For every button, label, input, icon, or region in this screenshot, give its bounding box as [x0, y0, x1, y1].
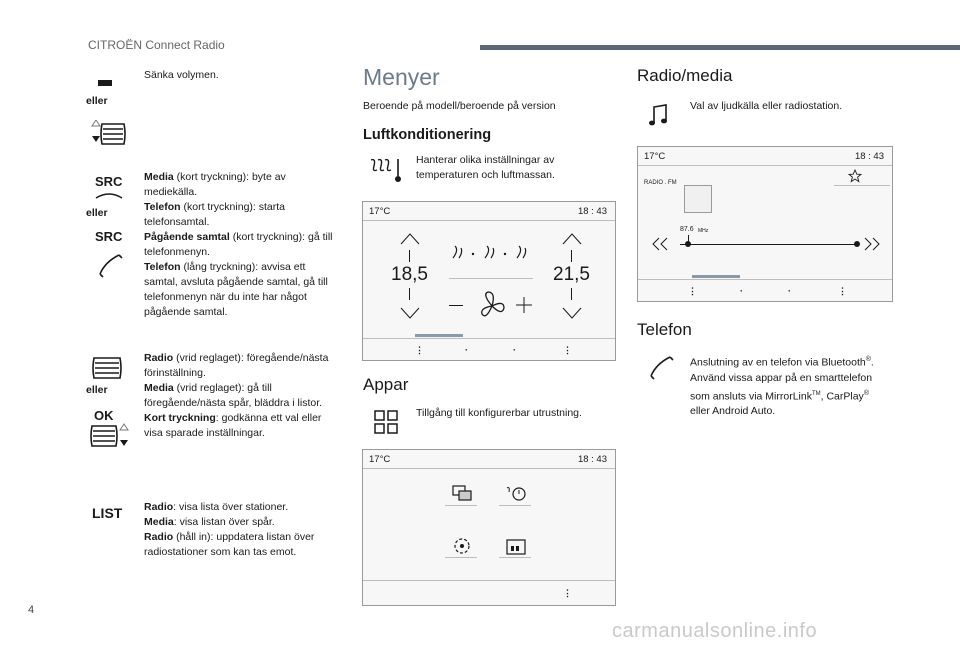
radio-media-title: Radio/media — [637, 66, 733, 85]
seek-back-icon[interactable] — [650, 237, 672, 251]
term: Radio — [144, 531, 174, 543]
phone-handset-icon — [97, 252, 123, 278]
fan-icon — [478, 290, 506, 322]
app-icon[interactable] — [505, 484, 527, 504]
appar-title: Appar — [363, 375, 409, 394]
telefon-line: Anslutning av en telefon via Bluetooth — [690, 356, 866, 369]
desc: (håll in): uppdatera listan över radiostationer som kan tas emot. — [144, 531, 315, 558]
desc: (vrid reglaget): gå till föregående/nästa spår, bläddra i listor. — [144, 382, 323, 409]
header-bar — [480, 45, 960, 50]
frequency-slider[interactable] — [680, 244, 858, 245]
favorite-star-icon[interactable] — [848, 169, 862, 183]
term: Radio — [144, 501, 174, 513]
telefon-text — [690, 352, 890, 419]
radio-media-text: Val av ljudkälla eller radiostation. — [690, 100, 843, 112]
src-description — [144, 170, 334, 320]
phone-handset-icon — [648, 354, 674, 380]
fan-increase-icon[interactable] — [515, 296, 533, 314]
app-icon[interactable] — [451, 536, 473, 556]
term: Media — [144, 516, 174, 528]
page-number: 4 — [28, 604, 35, 616]
reg-mark: ® — [865, 356, 871, 363]
term: Kort tryckning — [144, 412, 216, 424]
tm-mark: TM — [811, 390, 821, 397]
air-distribution-icon[interactable] — [449, 240, 539, 262]
desc: (kort tryckning): byte av mediekälla. — [144, 171, 286, 198]
radio-screen: 17°C 18 : 43 RADIO . FM 87.6 MHz ⋮ · · ⋮ — [637, 146, 893, 302]
src-button-label: SRC — [95, 229, 123, 244]
right-temperature: 21,5 — [553, 264, 590, 285]
desc: (kort tryckning): gå till telefonmenyn. — [144, 231, 333, 258]
left-temperature: 18,5 — [391, 264, 428, 285]
luft-text: Hanterar olika inställningar av temperaturen och luftmassan. — [416, 154, 555, 181]
scroll-wheel-icon — [90, 355, 124, 381]
eller-label: eller — [86, 207, 108, 219]
desc: (kort tryckning): starta telefonsamtal. — [144, 201, 286, 228]
menyer-intro: Beroende på modell/beroende på version — [363, 100, 556, 112]
ok-description — [144, 351, 334, 441]
list-description — [144, 500, 339, 560]
term: Pågående samtal — [144, 231, 230, 243]
temp-down-icon[interactable] — [399, 306, 421, 320]
outside-temp: 17°C — [369, 206, 391, 217]
outside-temp: 17°C — [644, 151, 666, 162]
apps-grid-icon — [374, 410, 398, 434]
desc: : visa listan över spår. — [173, 516, 275, 528]
telefon-title: Telefon — [637, 320, 692, 339]
term: Media — [144, 171, 174, 183]
desc: (lång tryckning): avvisa ett samtal, avsluta pågående samtal, gå till telefonmenyn när du inte har något pågående samtal. — [144, 261, 328, 318]
telefon-line: . — [870, 356, 874, 369]
app-icon[interactable] — [451, 484, 473, 504]
header-title: CITROËN Connect Radio — [88, 38, 225, 52]
station-name: RADIO . FM — [644, 180, 677, 186]
frequency-value: 87.6 — [680, 226, 694, 233]
temp-up-icon[interactable] — [561, 232, 583, 246]
desc: : visa lista över stationer. — [173, 501, 289, 513]
eller-label: eller — [86, 95, 108, 107]
appar-text: Tillgång till konfigurerbar utrustning. — [416, 407, 582, 419]
ok-button-label: OK — [94, 408, 114, 423]
volume-down-icon — [98, 80, 112, 86]
desc: : godkänna ett val eller visa sparade inställningar. — [144, 412, 322, 439]
music-note-icon — [648, 103, 670, 127]
desc: (vrid reglaget): föregående/nästa förinställning. — [144, 352, 329, 379]
clock: 18 : 43 — [577, 454, 607, 465]
menyer-title: Menyer — [363, 64, 440, 90]
temp-down-icon[interactable] — [561, 306, 583, 320]
volume-down-text: Sänka volymen. — [144, 69, 219, 81]
climate-icon — [368, 156, 404, 184]
album-art — [684, 185, 712, 213]
steering-button-icon — [94, 190, 124, 200]
frequency-slider-handle[interactable] — [685, 241, 691, 247]
frequency-unit: MHz — [698, 228, 709, 234]
temp-up-icon[interactable] — [399, 232, 421, 246]
src-button-label: SRC — [95, 174, 123, 189]
term: Media — [144, 382, 174, 394]
eller-label: eller — [86, 384, 108, 396]
telefon-line: , CarPlay — [820, 390, 864, 402]
list-button-label: LIST — [92, 505, 123, 521]
climate-screen: 17°C 18 : 43 18,5 21,5 ⋮ · · ⋮ — [362, 201, 616, 361]
term: Radio — [144, 352, 174, 364]
telefon-line: Använd vissa appar på en smarttelefon som ansluts via MirrorLink — [690, 371, 873, 402]
seek-forward-icon[interactable] — [862, 237, 884, 251]
apps-screen: 17°C 18 : 43 ⋮ — [362, 449, 616, 606]
luft-title: Luftkonditionering — [363, 127, 492, 143]
clock: 18 : 43 — [577, 206, 607, 217]
reg-mark: ® — [863, 389, 869, 397]
term: Telefon — [144, 261, 181, 273]
term: Telefon — [144, 201, 181, 213]
scroll-wheel-icon — [86, 120, 130, 148]
telefon-line: eller Android Auto. — [690, 405, 776, 417]
outside-temp: 17°C — [369, 454, 391, 465]
watermark: carmanualsonline.info — [612, 620, 818, 642]
app-icon[interactable] — [505, 538, 527, 556]
clock: 18 : 43 — [854, 151, 884, 162]
ok-wheel-icon — [88, 422, 132, 450]
fan-decrease-icon[interactable] — [449, 305, 463, 306]
